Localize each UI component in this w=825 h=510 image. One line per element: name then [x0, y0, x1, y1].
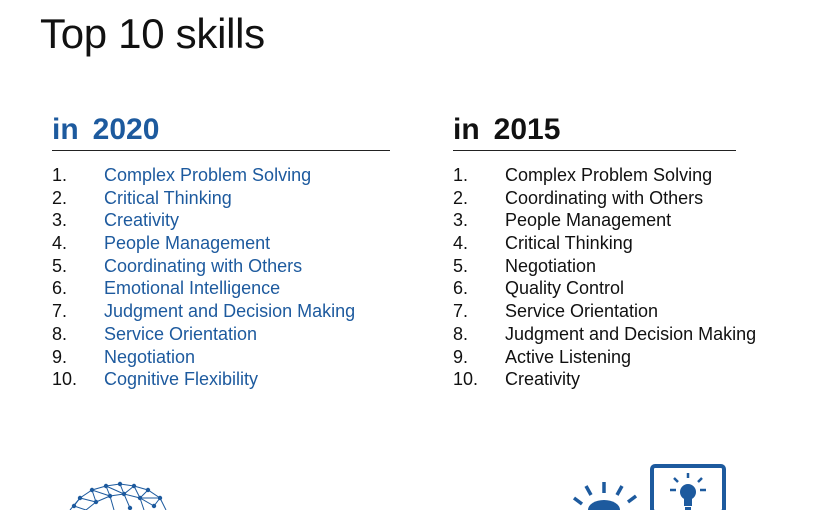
heading-prefix: in: [52, 113, 79, 146]
heading-year: 2020: [92, 113, 160, 146]
item-number: 9.: [453, 346, 469, 367]
heading-divider: [453, 150, 736, 151]
list-item: [52, 255, 392, 278]
item-number: 6.: [52, 278, 68, 299]
item-skill: Service Orientation: [505, 301, 659, 322]
column-heading-2020: [52, 110, 392, 150]
item-number: 4.: [52, 233, 68, 254]
item-skill: Negotiation: [505, 255, 597, 276]
item-skill: Complex Problem Solving: [505, 165, 713, 185]
item-number: 4.: [453, 233, 469, 254]
item-skill: Active Listening: [505, 346, 632, 367]
list-item: [453, 368, 783, 391]
item-number: 3.: [52, 210, 68, 231]
skills-list-2020: [52, 164, 392, 391]
skills-2015-column: [453, 110, 783, 391]
item-number: 1.: [453, 165, 469, 185]
item-skill: Cognitive Flexibility: [104, 369, 259, 390]
item-skill: Creativity: [104, 210, 180, 231]
item-number: 2.: [453, 187, 469, 208]
item-skill: Emotional Intelligence: [104, 278, 281, 299]
item-skill: Negotiation: [104, 346, 196, 367]
heading-prefix: in: [453, 113, 480, 146]
item-skill: Coordinating with Others: [104, 255, 303, 276]
item-number: 5.: [52, 255, 68, 276]
item-skill: People Management: [104, 233, 271, 254]
item-number: 8.: [453, 323, 469, 344]
list-item: [453, 300, 783, 323]
list-item: [52, 209, 392, 232]
item-skill: Creativity: [505, 369, 581, 390]
list-item: [453, 187, 783, 210]
item-number: 8.: [52, 323, 68, 344]
sun-rays-icon: [570, 480, 642, 510]
list-item: [52, 368, 392, 391]
skills-list-2015: [453, 164, 783, 391]
item-number: 10.: [453, 369, 479, 390]
list-item: [52, 232, 392, 255]
item-skill: People Management: [505, 210, 672, 231]
list-item: [52, 323, 392, 346]
list-item: [453, 164, 783, 187]
item-skill: Judgment and Decision Making: [104, 301, 356, 322]
list-item: [453, 277, 783, 300]
lightbulb-box-icon: [650, 464, 726, 510]
list-item: [52, 164, 392, 187]
item-skill: Service Orientation: [104, 323, 258, 344]
list-item: [52, 187, 392, 210]
item-skill: Complex Problem Solving: [104, 165, 312, 185]
skills-2020-column: [52, 110, 392, 391]
item-number: 7.: [453, 301, 469, 322]
item-number: 9.: [52, 346, 68, 367]
item-skill: Quality Control: [505, 278, 625, 299]
item-skill: Critical Thinking: [505, 233, 633, 254]
item-skill: Critical Thinking: [104, 187, 232, 208]
list-item: [453, 209, 783, 232]
heading-year: 2015: [493, 113, 561, 146]
item-number: 1.: [52, 165, 68, 185]
item-skill: Judgment and Decision Making: [505, 323, 757, 344]
list-item: [52, 277, 392, 300]
item-number: 5.: [453, 255, 469, 276]
brain-network-icon: [66, 480, 170, 510]
list-item: [52, 300, 392, 323]
list-item: [453, 255, 783, 278]
item-number: 10.: [52, 369, 78, 390]
list-item: [453, 232, 783, 255]
item-number: 3.: [453, 210, 469, 231]
list-item: [453, 323, 783, 346]
column-heading-2015: [453, 110, 783, 150]
item-skill: Coordinating with Others: [505, 187, 704, 208]
list-item: [52, 346, 392, 369]
item-number: 6.: [453, 278, 469, 299]
list-item: [453, 346, 783, 369]
item-number: 2.: [52, 187, 68, 208]
heading-divider: [52, 150, 390, 151]
page-title: Top 10 skills: [40, 10, 265, 57]
item-number: 7.: [52, 301, 68, 322]
